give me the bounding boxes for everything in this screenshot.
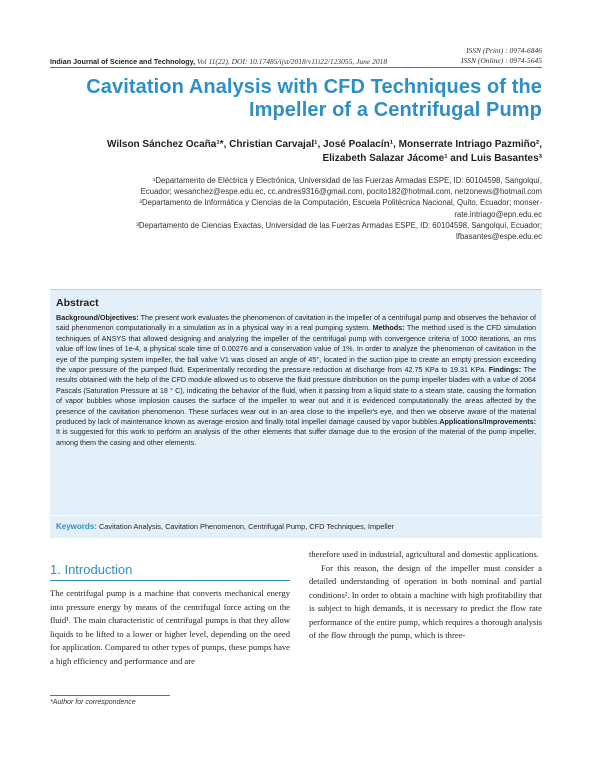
affiliation-1-line-1: ¹Departamento de Eléctrica y Electrónica, Universidad de las Fuerzas Armadas ESPE, ID: 60104598, Sangolquí, <box>152 176 542 185</box>
affiliation-2-line-1: ²Departamento de Informática y Ciencias de la Computación, Escuela Politécnica Nacional, Quito, Ecuador; monser- <box>139 198 542 208</box>
paper-title <box>50 76 542 122</box>
journal-citation <box>50 57 542 66</box>
intro-paragraph-2: For this reason, the design of the impeller must consider a detailed understanding of operation in both nominal and partial conditions². In order to obtain a machine with high profitability that is subject to high demands, it is necessary to predict the flow rate performance of the entire pump, which requires a thorough analysis of the flow through the pump, which is three- <box>309 562 542 640</box>
abstract-text <box>56 313 536 448</box>
background-text: The present work evaluates the phenomenon of cavitation in the impeller of a centrifugal pump and observes the behavior of said phenomenon computationally in a simulation as in a physical way in a real pumping system. <box>56 313 536 333</box>
intro-paragraph-1-continued: therefore used in industrial, agricultural and domestic applications. <box>309 549 539 559</box>
keywords-text: Cavitation Analysis, Cavitation Phenomenon, Centrifugal Pump, CFD Techniques, Impeller <box>96 522 395 531</box>
methods-label: Methods: <box>372 323 405 333</box>
header-divider <box>50 67 542 68</box>
issn-print: ISSN (Print) : 0974-6846 <box>465 46 542 55</box>
abstract-heading: Abstract <box>56 297 99 309</box>
right-column <box>309 548 542 643</box>
journal-details: Vol 11(22), DOI: 10.17485/ijst/2018/v11i22/123055, June 2018 <box>195 57 388 66</box>
applications-text: It is suggested for this work to perform an analysis of the other elements that suffer damage due to the erosion of the material of the pump impeller, among them the casing and other elements. <box>56 427 536 447</box>
affiliation-2-line-2: rate.intriago@epn.edu.ec <box>454 209 542 219</box>
keywords-label: Keywords: <box>56 522 97 531</box>
affiliation-3-line-1: ³Departamento de Ciencias Exactas, Universidad de las Fuerzas Armadas ESPE, ID: 60104598, Sangolquí, Ecuador; <box>136 220 542 230</box>
keywords-bar <box>50 516 542 538</box>
journal-name: Indian Journal of Science and Technology, <box>50 57 196 66</box>
affiliation-3-line-2: lfbasantes@espe.edu.ec <box>456 232 542 242</box>
authors-line-1: Wilson Sánchez Ocaña¹*, Christian Carvajal¹, José Poalacín¹, Monserrate Intriago Pazmiño², <box>106 139 542 150</box>
issn-online: ISSN (Online) : 0974-5645 <box>460 55 542 65</box>
authors-line-2: Elizabeth Salazar Jácome¹ and Luis Basantes³ <box>322 152 542 164</box>
applications-label: Applications/Improvements: <box>439 417 536 427</box>
intro-paragraph-1: The centrifugal pump is a machine that converts mechanical energy into pressure energy by means of the centrifugal force acting on the fluid¹. The main characteristic of centrifugal pumps is that they allow liquids to be lifted to a lower or higher level, depending on the need for application. Compared to other types of pumps, these pumps have a high efficiency and performance and are <box>50 588 290 666</box>
affiliations <box>50 175 542 242</box>
findings-label: Findings: <box>488 365 522 375</box>
title-line-2: Impeller of a Centrifugal Pump <box>248 99 542 121</box>
author-list <box>50 138 542 165</box>
affiliation-1-line-2: Ecuador; wesanchez@espe.edu.ec, cc.andres9316@gmail.com, pocito182@hotmail.com, netzonews@hotmail.com <box>140 187 542 197</box>
footnote-divider <box>50 695 170 696</box>
background-label: Background/Objectives: <box>56 313 139 322</box>
methods-text: The method used is the CFD simulation techniques of ANSYS that allowed designing and analyzing the impeller of the centrifugal pump with convergence criteria of 1000 iterations, an rms value off low lines of 1e-4, a physical scale time of 0.00276 and a conservation value of 1%. In order to analyze the phenomenon of cavitation in the eye of the pumping system impeller, the ball valve V1 was closed an angle of 45°, located in the suction pipe to create an empty pression exceeding the vapor pressure of the pumped fluid. Experimentally recording the pressure reduction at discharge from 42.75 KPa to 19.31 KPa. <box>56 323 537 375</box>
correspondence-footnote: *Author for correspondence <box>50 699 136 706</box>
left-column <box>50 587 290 668</box>
introduction-heading: 1. Introduction <box>50 562 290 581</box>
findings-text: The results obtained with the help of the CFD module allowed us to observe the fluid pressure distribution on the pump impeller blades with a value of 2064 Pascals (Saturation Pressure at 18 ° C), indicating the behavior of the fluid, when it passing from a liquid state to a steam state, causing the formation of vapor bubbles whose implosion causes the surface of the impeller to wear out and it is evidenced computationally the areas affected by the presence of the cavitation phenomenon. These surfaces wear out in an area close to the impeller's eye, and then we observe aware of the material produced by lack of maintenance known as average erosion and finally total impeller damage caused by vapor bubbles. <box>56 365 536 427</box>
abstract-box <box>50 289 542 515</box>
title-line-1: Cavitation Analysis with CFD Techniques of the <box>86 76 542 98</box>
